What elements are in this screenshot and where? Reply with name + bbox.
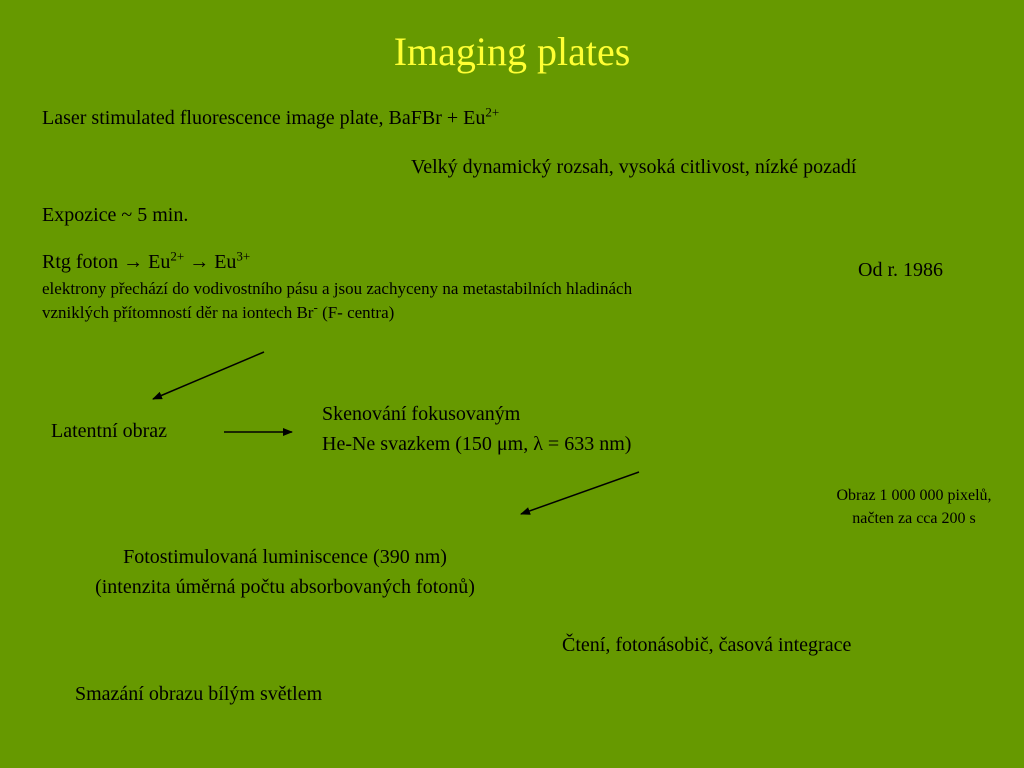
- electrons-line-2-suffix: (F- centra): [317, 303, 395, 322]
- laser-line-sup: 2+: [485, 104, 500, 120]
- latent-image-text: Latentní obraz: [51, 420, 168, 442]
- electrons-line-2-prefix: vzniklých přítomností děr na iontech Br: [42, 303, 314, 322]
- rtg-prefix: Rtg foton → Eu: [42, 251, 171, 273]
- laser-line-text: Laser stimulated fluorescence image plate, BaFBr + Eu: [42, 107, 486, 129]
- reading-text: Čtení, fotonásobič, časová integrace: [562, 634, 852, 656]
- scanning-line-2: He-Ne svazkem (150 μm, λ = 633 nm): [322, 433, 632, 455]
- electrons-line-1: elektrony přechází do vodivostního pásu a jsou zachyceny na metastabilních hladinách: [42, 279, 633, 298]
- pixels-line-1: Obraz 1 000 000 pixelů,: [836, 487, 992, 504]
- photostim-line-1: Fotostimulovaná luminiscence (390 nm): [123, 546, 447, 568]
- rtg-middle: → Eu: [184, 251, 237, 273]
- arrow-down-left-1: [153, 352, 264, 399]
- slide-title: Imaging plates: [393, 29, 631, 74]
- photostim-line-2: (intenzita úměrná počtu absorbovaných fotonů): [95, 576, 475, 598]
- scanning-line-1: Skenování fokusovaným: [322, 403, 521, 425]
- since-text: Od r. 1986: [858, 259, 943, 281]
- arrow-down-left-2: [521, 472, 639, 514]
- exposure-text: Expozice ~ 5 min.: [42, 204, 189, 226]
- rtg-sup-2: 3+: [236, 248, 251, 264]
- electrons-line-2-sup: -: [313, 299, 318, 315]
- dynamic-range-text: Velký dynamický rozsah, vysoká citlivost, nízké pozadí: [411, 156, 857, 178]
- pixels-line-2: načten za cca 200 s: [852, 510, 976, 527]
- erasing-text: Smazání obrazu bílým světlem: [75, 683, 323, 705]
- rtg-sup-1: 2+: [170, 248, 185, 264]
